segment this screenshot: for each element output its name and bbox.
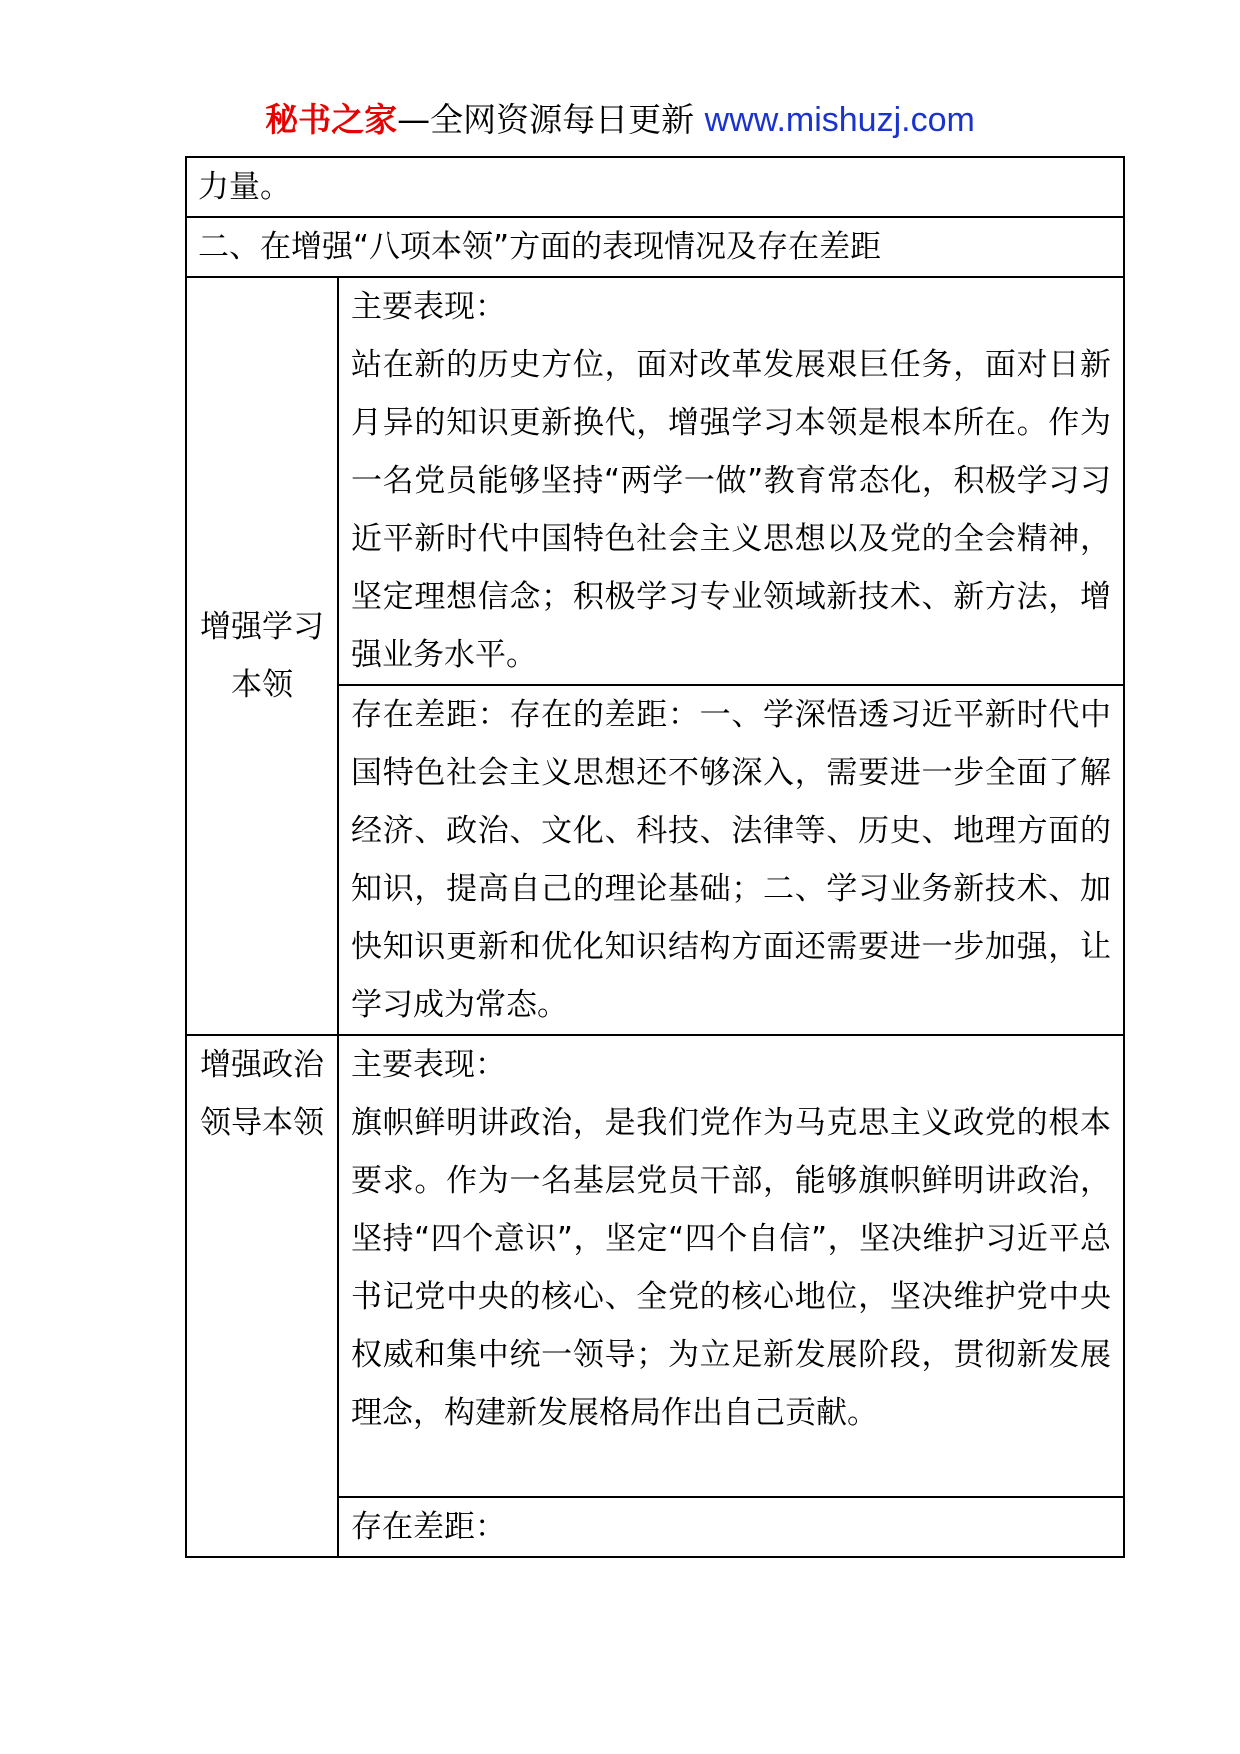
table-row bbox=[186, 1035, 1124, 1497]
evaluation-table bbox=[185, 156, 1125, 1558]
study-main-heading: 主要表现： bbox=[351, 289, 506, 325]
header-tagline: —全网资源每日更新 bbox=[397, 100, 695, 139]
row-top-text: 力量。 bbox=[186, 157, 1124, 217]
study-main-text: 站在新的历史方位，面对改革发展艰巨任务，面对日新月异的知识更新换代，增强学习本领是根本所在。作为一名党员能够坚持“两学一做”教育常态化，积极学习习近平新时代中国特色社会主义思想以及党的全会精神，坚定理想信念；积极学习专业领域新技术、新方法，增强业务水平。 bbox=[351, 347, 1111, 673]
study-label bbox=[186, 277, 338, 1035]
politics-main-cell bbox=[338, 1035, 1124, 1497]
site-url[interactable]: www.mishuzj.com bbox=[704, 101, 975, 139]
page-header bbox=[0, 98, 1240, 142]
study-main-cell bbox=[338, 277, 1124, 685]
table-row bbox=[186, 277, 1124, 685]
politics-label-line1: 增强政治 bbox=[200, 1047, 324, 1083]
politics-main-text: 旗帜鲜明讲政治，是我们党作为马克思主义政党的根本要求。作为一名基层党员干部，能够旗帜鲜明讲政治，坚持“四个意识”，坚定“四个自信”，坚决维护习近平总书记党中央的核心、全党的核心地位，坚决维护党中央权威和集中统一领导；为立足新发展阶段，贯彻新发展理念，构建新发展格局作出自己贡献。 bbox=[351, 1105, 1111, 1431]
politics-label-line2: 领导本领 bbox=[200, 1105, 324, 1141]
politics-gap-cell bbox=[338, 1497, 1124, 1557]
brand-name: 秘书之家 bbox=[265, 100, 398, 139]
table-row bbox=[186, 157, 1124, 217]
study-label-line2: 本领 bbox=[231, 667, 293, 703]
politics-label bbox=[186, 1035, 338, 1557]
politics-main-heading: 主要表现： bbox=[351, 1047, 506, 1083]
study-label-line1: 增强学习 bbox=[200, 609, 324, 645]
table-row bbox=[186, 217, 1124, 277]
study-gap-text: 存在差距：存在的差距：一、学深悟透习近平新时代中国特色社会主义思想还不够深入，需要进一步全面了解经济、政治、文化、科技、法律等、历史、地理方面的知识，提高自己的理论基础；二、学习业务新技术、加快知识更新和优化知识结构方面还需要进一步加强，让学习成为常态。 bbox=[351, 697, 1111, 1023]
study-gap-cell bbox=[338, 685, 1124, 1035]
politics-gap-heading: 存在差距： bbox=[351, 1509, 506, 1545]
section-title: 二、在增强“八项本领”方面的表现情况及存在差距 bbox=[186, 217, 1124, 277]
